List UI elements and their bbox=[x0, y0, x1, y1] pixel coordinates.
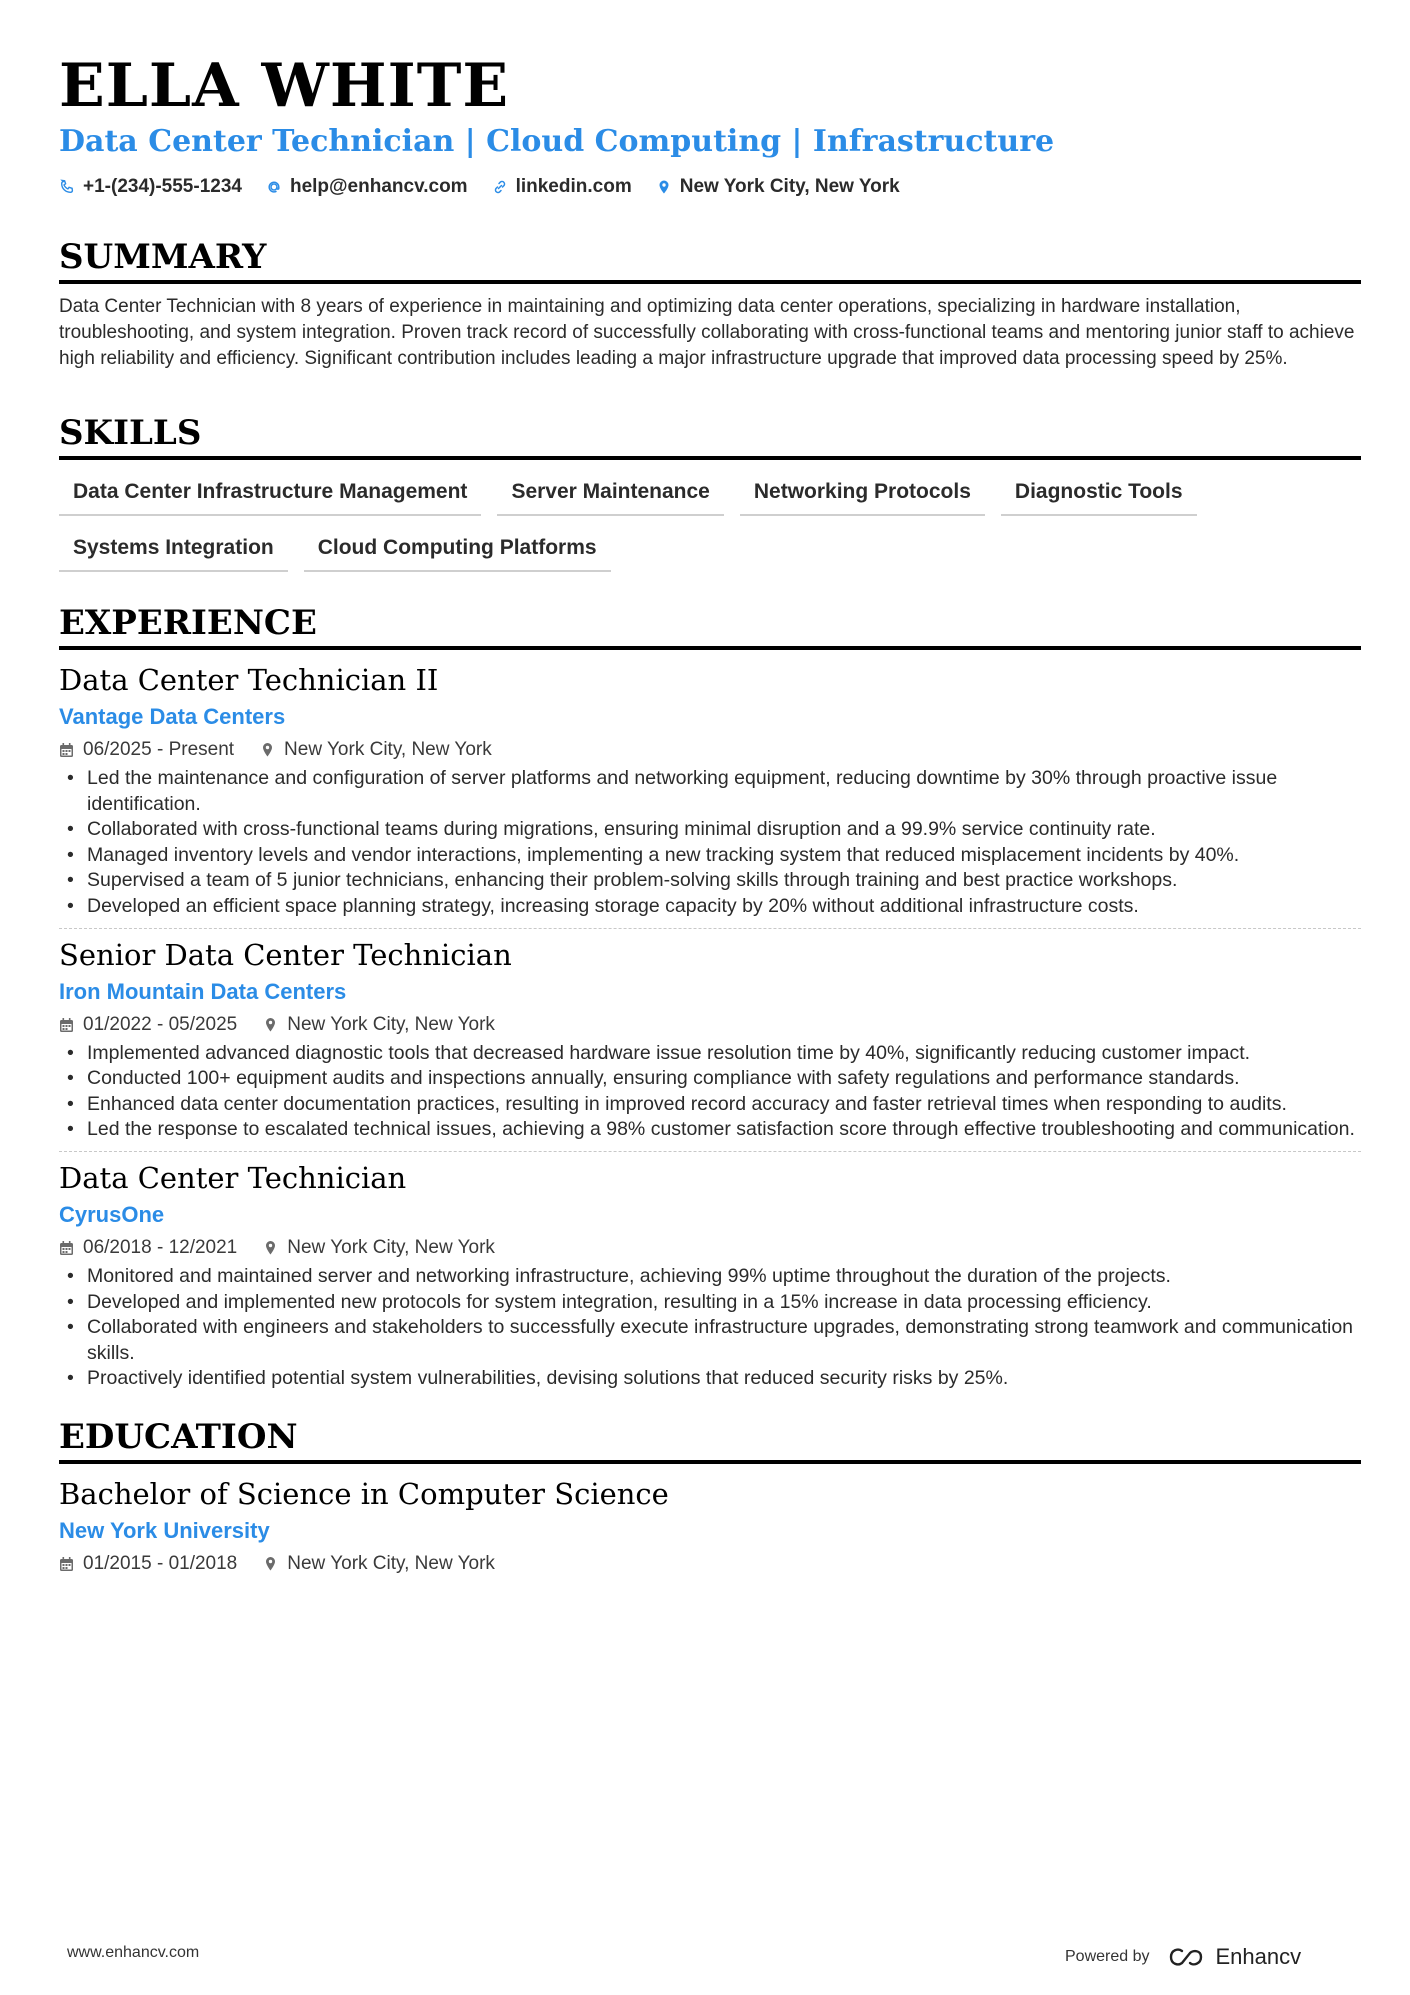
location-pin-icon bbox=[260, 742, 275, 758]
skills-heading: SKILLS bbox=[59, 412, 1361, 460]
footer bbox=[67, 1944, 1410, 1968]
location-pin-icon bbox=[263, 1240, 278, 1256]
link-icon bbox=[492, 179, 508, 195]
skill-tag: Server Maintenance bbox=[497, 474, 723, 516]
contact-bar bbox=[59, 176, 1361, 198]
experience-entry bbox=[59, 928, 1361, 1143]
phone-icon bbox=[59, 179, 75, 195]
location-pin-icon bbox=[263, 1556, 278, 1572]
experience-entry bbox=[59, 660, 1361, 920]
job-bullet: • Conducted 100+ equipment audits and inspections annually, ensuring compliance with safety regulations and performance standards. bbox=[59, 1066, 1361, 1092]
job-meta bbox=[59, 1236, 1361, 1260]
education-dates bbox=[59, 1552, 237, 1576]
education-entry bbox=[59, 1474, 1361, 1576]
education-dates-text: 01/2015 - 01/2018 bbox=[83, 1552, 238, 1574]
at-icon bbox=[266, 179, 282, 195]
job-bullet: • Monitored and maintained server and networking infrastructure, achieving 99% uptime throughout the duration of the projects. bbox=[59, 1264, 1361, 1290]
candidate-name: ELLA WHITE bbox=[59, 51, 510, 121]
contact-location-text: New York City, New York bbox=[679, 176, 900, 197]
job-bullet: • Enhanced data center documentation practices, resulting in improved record accuracy and faster retrieval times when responding to audits. bbox=[59, 1092, 1361, 1118]
job-bullet: • Collaborated with cross-functional teams during migrations, ensuring minimal disruption and a 99.9% service continuity rate. bbox=[59, 817, 1361, 843]
skill-tag: Networking Protocols bbox=[740, 474, 985, 516]
calendar-icon bbox=[59, 1556, 74, 1572]
job-location bbox=[263, 1236, 495, 1260]
powered-by bbox=[1065, 1944, 1301, 1970]
contact-email[interactable] bbox=[266, 176, 468, 198]
candidate-title: Data Center Technician | Cloud Computing | Infrastructure bbox=[59, 124, 1055, 159]
education-school: New York University bbox=[59, 1517, 270, 1543]
skill-tag: Systems Integration bbox=[59, 530, 288, 572]
brand-name: Enhancv bbox=[1215, 1944, 1302, 1969]
calendar-icon bbox=[59, 1240, 74, 1256]
job-location bbox=[260, 738, 492, 762]
job-location-text: New York City, New York bbox=[287, 1236, 495, 1258]
contact-phone[interactable] bbox=[59, 176, 242, 198]
job-dates-text: 06/2025 - Present bbox=[83, 739, 235, 760]
job-meta bbox=[59, 738, 1361, 762]
calendar-icon bbox=[59, 742, 74, 758]
experience-heading: EXPERIENCE bbox=[59, 602, 1361, 650]
skill-tag: Data Center Infrastructure Management bbox=[59, 474, 481, 516]
job-bullets bbox=[59, 1264, 1361, 1392]
contact-location bbox=[656, 176, 900, 198]
job-bullet: • Implemented advanced diagnostic tools that decreased hardware issue resolution time by 40%, significantly reducing customer impact. bbox=[59, 1041, 1361, 1067]
job-dates bbox=[59, 1236, 237, 1260]
job-company: Iron Mountain Data Centers bbox=[59, 978, 347, 1004]
job-bullet: • Managed inventory levels and vendor interactions, implementing a new tracking system that reduced misplacement incidents by 40%. bbox=[59, 843, 1361, 869]
job-bullet: • Developed and implemented new protocols for system integration, resulting in a 15% increase in data processing efficiency. bbox=[59, 1290, 1361, 1316]
job-location-text: New York City, New York bbox=[287, 1013, 495, 1035]
skill-tag: Cloud Computing Platforms bbox=[304, 530, 611, 572]
contact-linkedin-text: linkedin.com bbox=[515, 176, 632, 197]
job-dates bbox=[59, 1013, 237, 1037]
calendar-icon bbox=[59, 1017, 74, 1033]
job-bullets bbox=[59, 766, 1361, 920]
powered-by-label: Powered by bbox=[1065, 1948, 1150, 1965]
skill-tag: Diagnostic Tools bbox=[1001, 474, 1197, 516]
contact-phone-text: +1-(234)-555-1234 bbox=[83, 176, 242, 197]
job-company: Vantage Data Centers bbox=[59, 704, 286, 729]
job-bullet: • Led the response to escalated technical issues, achieving a 98% customer satisfaction score through effective troubleshooting and communication. bbox=[59, 1117, 1361, 1143]
enhancv-logo-icon bbox=[1168, 1946, 1208, 1968]
education-meta bbox=[59, 1552, 1361, 1576]
job-company: CyrusOne bbox=[59, 1201, 165, 1227]
education-location bbox=[263, 1552, 495, 1576]
contact-linkedin[interactable] bbox=[492, 176, 632, 198]
job-role: Data Center Technician bbox=[59, 1160, 407, 1195]
job-role: Data Center Technician II bbox=[59, 663, 439, 697]
summary-heading: SUMMARY bbox=[59, 236, 1361, 284]
contact-email-text: help@enhancv.com bbox=[289, 176, 468, 197]
experience-entry bbox=[59, 1151, 1361, 1392]
resume-page bbox=[59, 0, 1361, 1576]
brand-logo[interactable] bbox=[1168, 1944, 1302, 1970]
skills-list bbox=[59, 474, 1361, 572]
education-heading: EDUCATION bbox=[59, 1416, 1361, 1464]
footer-url-link[interactable]: www.enhancv.com bbox=[67, 1944, 200, 1961]
location-pin-icon bbox=[656, 179, 672, 195]
job-dates-text: 01/2022 - 05/2025 bbox=[83, 1013, 238, 1035]
education-location-text: New York City, New York bbox=[287, 1552, 495, 1574]
job-bullet: • Developed an efficient space planning strategy, increasing storage capacity by 20% without additional infrastructure costs. bbox=[59, 894, 1361, 920]
education-degree: Bachelor of Science in Computer Science bbox=[59, 1476, 669, 1511]
job-location bbox=[263, 1013, 495, 1037]
job-bullets bbox=[59, 1041, 1361, 1143]
summary-text: Data Center Technician with 8 years of experience in maintaining and optimizing data center operations, specializing in hardware installation, troubleshooting, and system integration. Proven track record of successfully collaborating with cross-functional teams and mentoring junior staff to achieve high reliability and efficiency. Significant contribution includes leading a major infrastructure upgrade that improved data processing speed by 25%. bbox=[59, 296, 1355, 369]
job-bullet: • Proactively identified potential system vulnerabilities, devising solutions that reduced security risks by 25%. bbox=[59, 1366, 1361, 1392]
job-bullet: • Led the maintenance and configuration of server platforms and networking equipment, reducing downtime by 30% through proactive issue identification. bbox=[59, 766, 1361, 817]
job-dates bbox=[59, 738, 234, 762]
job-location-text: New York City, New York bbox=[284, 739, 492, 760]
job-dates-text: 06/2018 - 12/2021 bbox=[83, 1236, 238, 1258]
job-role: Senior Data Center Technician bbox=[59, 937, 512, 972]
location-pin-icon bbox=[263, 1017, 278, 1033]
job-bullet: • Collaborated with engineers and stakeholders to successfully execute infrastructure upgrades, demonstrating strong teamwork and communication skills. bbox=[59, 1315, 1361, 1366]
job-bullet: • Supervised a team of 5 junior technicians, enhancing their problem-solving skills through training and best practice workshops. bbox=[59, 868, 1361, 894]
job-meta bbox=[59, 1013, 1361, 1037]
